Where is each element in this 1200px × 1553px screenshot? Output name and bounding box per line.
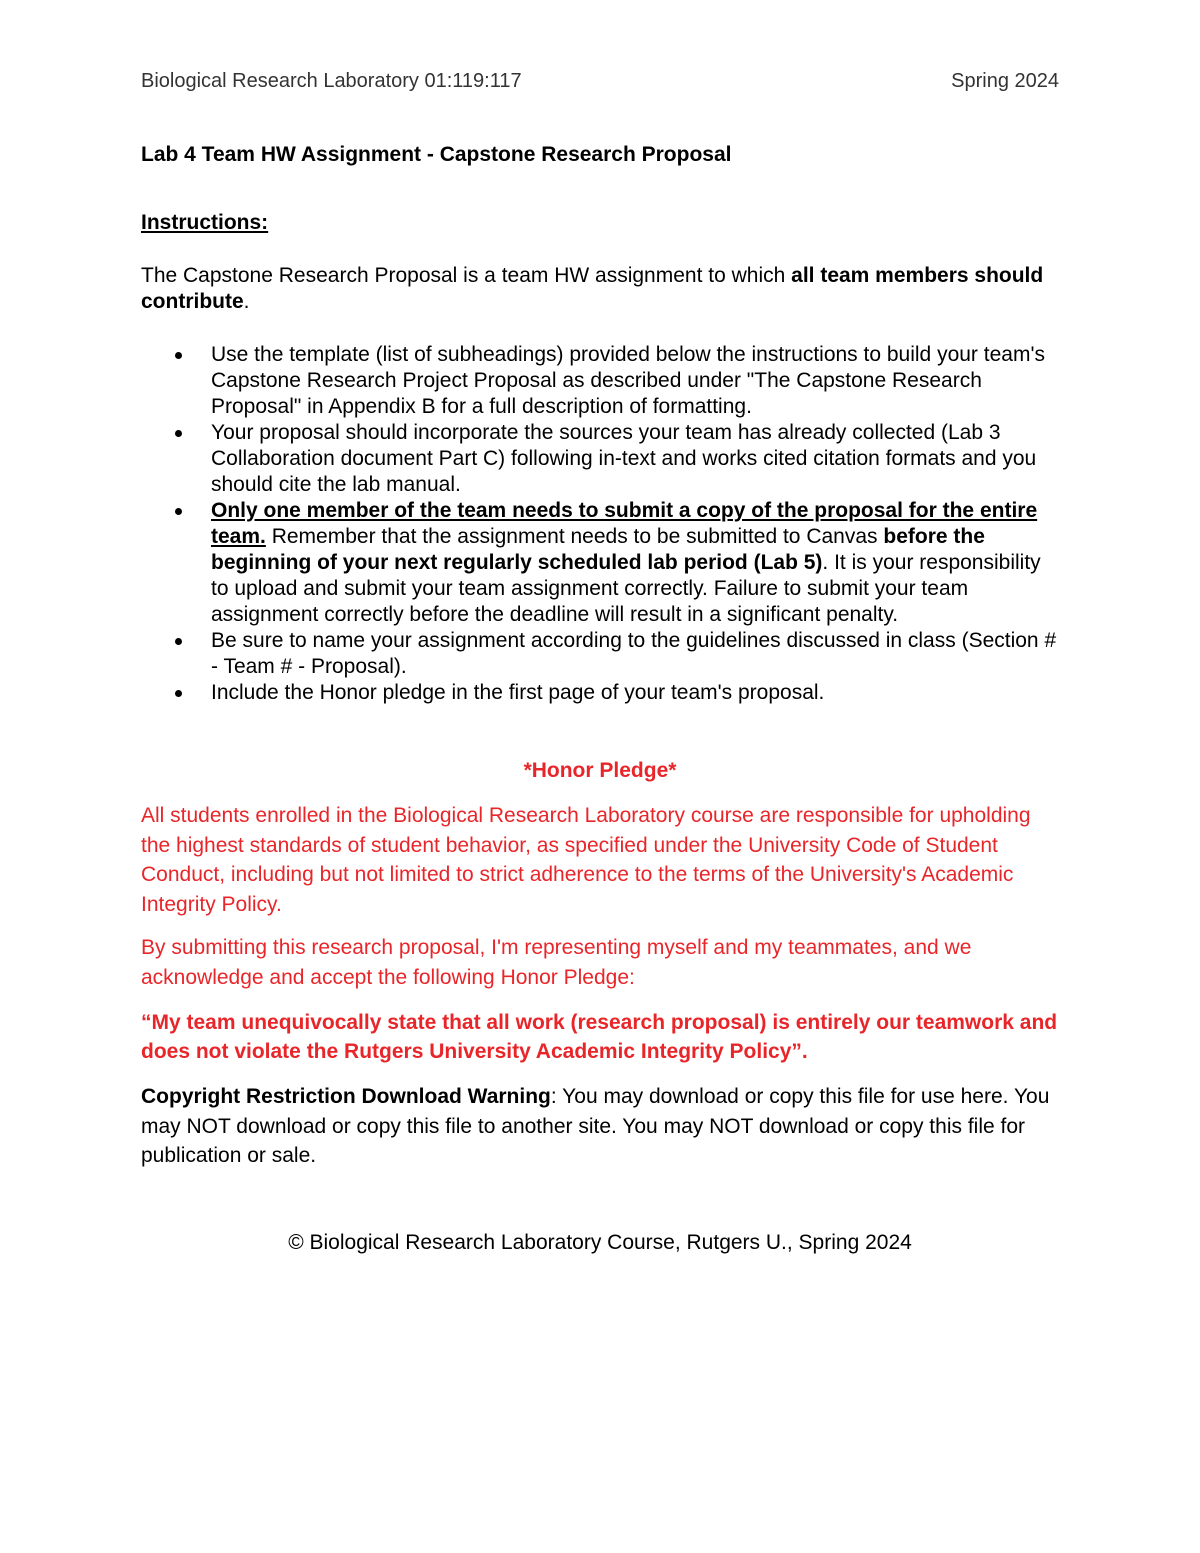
honor-pledge-quote: “My team unequivocally state that all work (research proposal) is entirely our teamwork and does not violate the Rutgers University Academic Integrity Policy”. [141, 1011, 1058, 1063]
page-title: Lab 4 Team HW Assignment - Capstone Research Proposal [141, 143, 732, 166]
bullet-icon [175, 352, 182, 359]
copyright-warning [141, 1082, 1059, 1171]
intro-text: The Capstone Research Proposal is a team HW assignment to which [141, 264, 792, 287]
honor-paragraph-1: All students enrolled in the Biological Research Laboratory course are responsible for upholding the highest standards of student behavior, as specified under the University Code of Student Conduct, including but not limited to strict adherence to the terms of the University's Academic Integrity Policy. [141, 804, 1031, 916]
honor-paragraph-2: By submitting this research proposal, I'm representing myself and my teammates, and we acknowledge and accept the following Honor Pledge: [141, 936, 972, 989]
bullet-icon [175, 508, 182, 515]
list-item [141, 680, 1059, 706]
instructions-heading: Instructions: [141, 211, 269, 234]
list-item [141, 420, 1059, 498]
intro-bold-text: all team members should contribute [141, 264, 1044, 313]
term-label: Spring 2024 [951, 70, 1059, 92]
list-item-text: Include the Honor pledge in the first page of your team's proposal. [211, 681, 825, 704]
submission-note: Only one member of the team needs to submit a copy of the proposal for the entire team. [211, 499, 1038, 548]
bullet-icon [175, 430, 182, 437]
instructions-list [141, 342, 1059, 706]
bullet-icon [175, 690, 182, 697]
list-item [141, 498, 1059, 628]
deadline-text: before the beginning of your next regularly scheduled lab period (Lab 5) [211, 525, 985, 574]
list-item-text: Be sure to name your assignment according to the guidelines discussed in class (Section # - Team # - Proposal). [211, 629, 1057, 678]
page-header [141, 70, 1059, 93]
list-item-text-end: . It is your responsibility to upload and submit your team assignment correctly. Failure to submit your team assignment correctly before the deadline will result in a significant penalty. [211, 551, 1041, 626]
course-name: Biological Research Laboratory 01:119:117 [141, 70, 522, 92]
honor-pledge-heading: *Honor Pledge* [523, 759, 677, 782]
page-footer: © Biological Research Laboratory Course, Rutgers U., Spring 2024 [288, 1231, 912, 1254]
bullet-icon [175, 638, 182, 645]
list-item-text: Your proposal should incorporate the sources your team has already collected (Lab 3 Collaboration document Part C) following in-text and works cited citation formats and you should cite the lab manual. [211, 421, 1037, 496]
list-item-text: Use the template (list of subheadings) provided below the instructions to build your team's Capstone Research Project Proposal as described under "The Capstone Research Proposal" in Appendix B for a full description of formatting. [211, 343, 1045, 418]
copyright-label: Copyright Restriction Download Warning [141, 1085, 551, 1108]
intro-text-end: . [243, 290, 250, 313]
copyright-text: : You may download or copy this file for use here. You may NOT download or copy this file to another site. You may NOT download or copy this file for publication or sale. [141, 1085, 1050, 1167]
list-item-text: Remember that the assignment needs to be submitted to Canvas [265, 525, 884, 548]
intro-paragraph [141, 263, 1059, 315]
list-item [141, 342, 1059, 420]
list-item [141, 628, 1059, 680]
